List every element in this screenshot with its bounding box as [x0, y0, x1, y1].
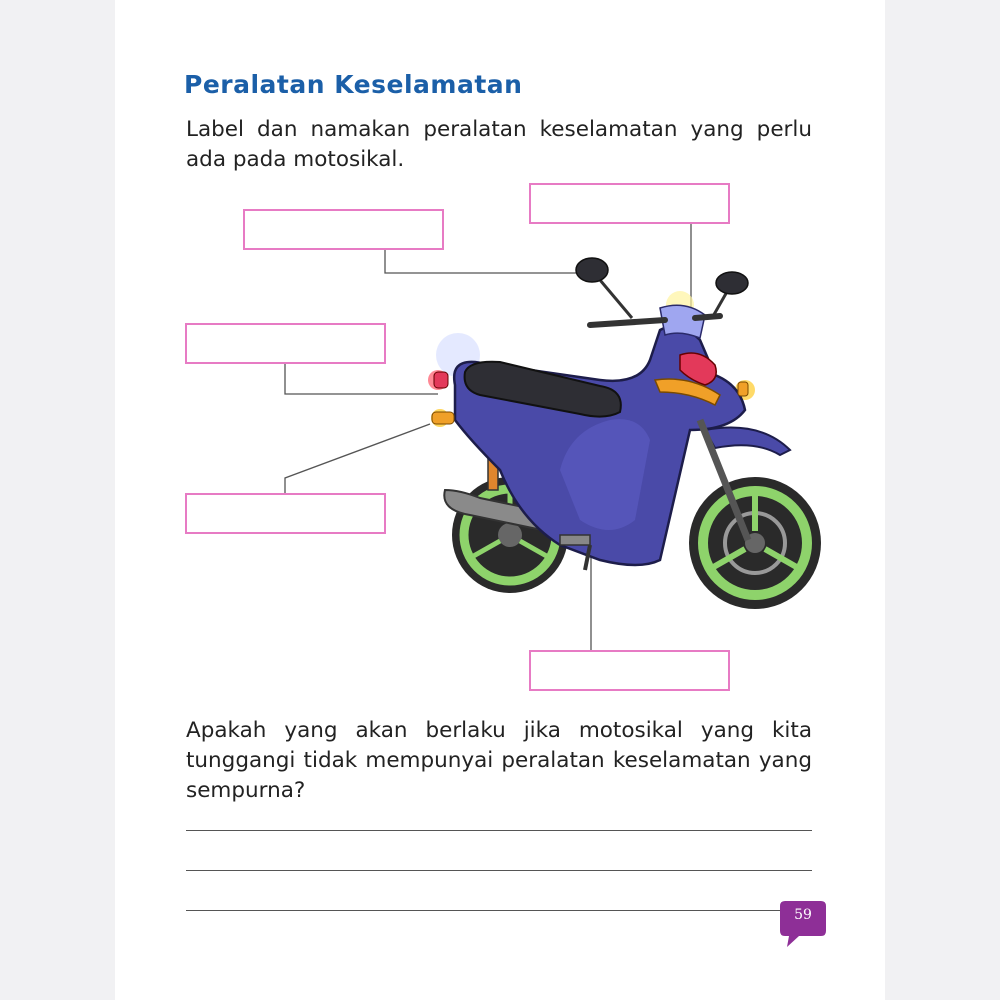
label-box-rear-light[interactable] — [185, 323, 386, 364]
label-box-mirror[interactable] — [243, 209, 444, 250]
page-title: Peralatan Keselamatan — [184, 70, 523, 99]
question-text: Apakah yang akan berlaku jika motosikal yang kita tunggangi tidak mempunyai peralatan keselamatan yang sempurna? — [186, 718, 812, 803]
page-number: 59 — [794, 907, 812, 923]
answer-line[interactable] — [186, 830, 812, 831]
front-wheel — [689, 477, 821, 609]
answer-line[interactable] — [186, 910, 812, 911]
instruction-text: Label dan namakan peralatan keselamatan yang perlu ada pada motosikal. — [186, 117, 812, 172]
label-box-signal-light[interactable] — [185, 493, 386, 534]
answer-line[interactable] — [186, 870, 812, 871]
label-box-headlight[interactable] — [529, 183, 730, 224]
label-box-footrest[interactable] — [529, 650, 730, 691]
